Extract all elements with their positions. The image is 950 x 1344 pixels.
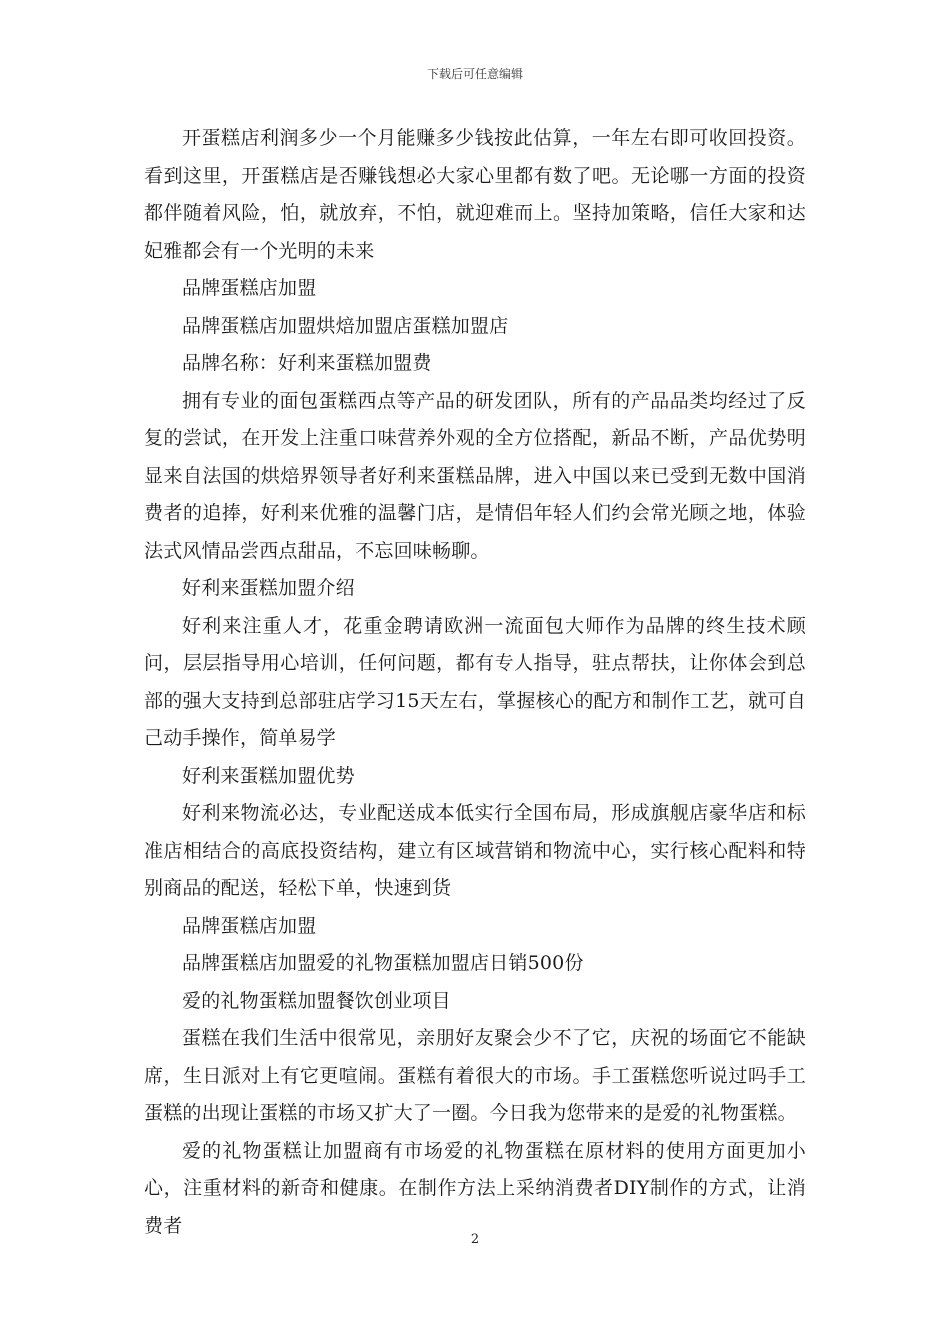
- paragraph: 品牌蛋糕店加盟爱的礼物蛋糕加盟店日销500份: [182, 952, 584, 974]
- paragraph: 品牌蛋糕店加盟: [182, 277, 317, 299]
- paragraph: 开蛋糕店利润多少一个月能赚多少钱按此估算，一年左右即可收回投资。看到这里，开蛋糕店是否赚钱想必大家心里都有数了吧。无论哪一方面的投资都伴随着风险，怕，就放弃，不怕，就迎难而上。坚持加策略，信任大家和达妃雅都会有一个光明的未来: [144, 127, 806, 262]
- paragraph: 爱的礼物蛋糕让加盟商有市场爱的礼物蛋糕在原材料的使用方面更加小心，注重材料的新奇和健康。在制作方法上采纳消费者DIY制作的方式，让消费者: [144, 1139, 806, 1237]
- paragraph: 好利来物流必达，专业配送成本低实行全国布局，形成旗舰店豪华店和标准店相结合的高底投资结构，建立有区域营销和物流中心，实行核心配料和特别商品的配送，轻松下单，快速到货: [144, 802, 806, 899]
- paragraph: 品牌蛋糕店加盟烘焙加盟店蛋糕加盟店: [182, 314, 509, 337]
- document-body: [144, 120, 806, 1245]
- paragraph: 蛋糕在我们生活中很常见，亲朋好友聚会少不了它，庆祝的场面它不能缺席，生日派对上有它更喧闹。蛋糕有着很大的市场。手工蛋糕您听说过吗手工蛋糕的出现让蛋糕的市场又扩大了一圈。今日我为您带来的是爱的礼物蛋糕。: [144, 1027, 806, 1124]
- paragraph: 好利来蛋糕加盟介绍: [182, 577, 355, 599]
- page-header-note: 下载后可任意编辑: [426, 67, 523, 81]
- paragraph: 品牌蛋糕店加盟: [182, 914, 317, 937]
- paragraph: 好利来注重人才，花重金聘请欧洲一流面包大师作为品牌的终生技术顾问，层层指导用心培训，任何问题，都有专人指导，驻点帮扶，让你体会到总部的强大支持到总部驻店学习15天左右，掌握核心的配方和制作工艺，就可自己动手操作，简单易学: [144, 614, 806, 749]
- paragraph: 品牌名称：好利来蛋糕加盟费: [182, 352, 432, 374]
- paragraph: 拥有专业的面包蛋糕西点等产品的研发团队，所有的产品品类均经过了反复的尝试，在开发上注重口味营养外观的全方位搭配，新品不断，产品优势明显来自法国的烘焙界领导者好利来蛋糕品牌，进入中国以来已受到无数中国消费者的追捧，好利来优雅的温馨门店，是情侣年轻人们约会常光顾之地，体验法式风情品尝西点甜品，不忘回味畅聊。: [144, 389, 806, 562]
- page-number: 2: [470, 1232, 480, 1247]
- paragraph: 好利来蛋糕加盟优势: [182, 764, 355, 787]
- paragraph: 爱的礼物蛋糕加盟餐饮创业项目: [182, 989, 451, 1012]
